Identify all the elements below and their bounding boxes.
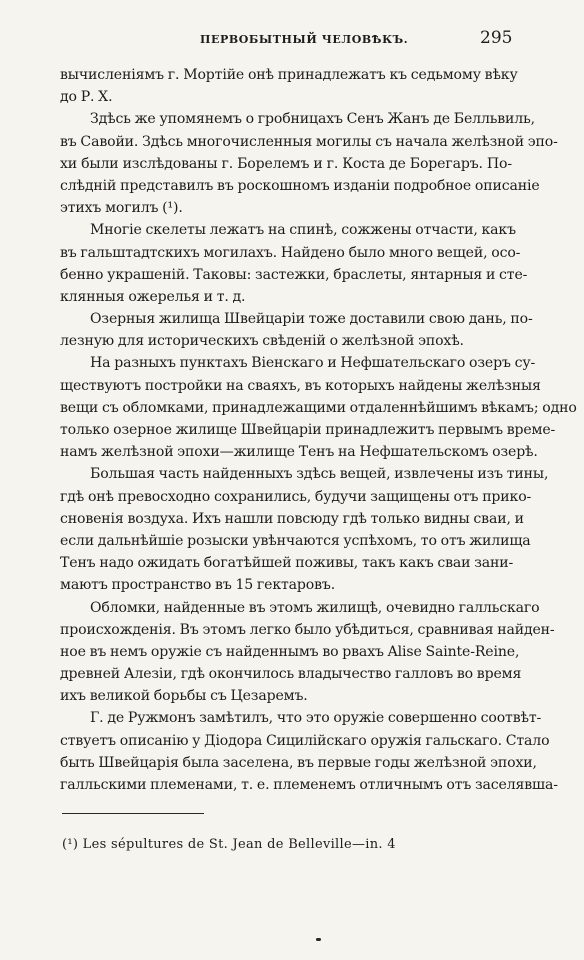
text-line: ствуетъ описанію у Діодора Сицилійскаго оружія гальскаго. Стало — [60, 732, 550, 749]
text-line: На разныхъ пунктахъ Віенскаго и Нефшательскаго озеръ су- — [90, 355, 536, 372]
text-line: вычисленіямъ г. Мортійе онѣ принадлежатъ къ седьмому вѣку — [60, 67, 518, 83]
text-line: древней Алезіи, гдѣ окончилось владычество галловъ во время — [60, 666, 522, 683]
text-line: вещи съ обломками, принадлежащими отдаленнѣйшимъ вѣкамъ; одно — [60, 399, 577, 416]
text-line: Озерныя жилища Швейцаріи тоже доставили свою дань, по- — [90, 311, 533, 328]
text-line: Обломки, найденные въ этомъ жилищѣ, очевидно галльскаго — [90, 599, 540, 616]
body-text — [60, 64, 577, 796]
page-number: 295 — [480, 28, 513, 48]
text-line: намъ желѣзной эпохи—жилище Тенъ на Нефшательскомъ озерѣ. — [60, 444, 538, 461]
footnote: (¹) Les sépultures de St. Jean de Belleville—in. 4 — [62, 837, 396, 852]
text-line: лезную для историческихъ свѣденій о желѣзной эпохѣ. — [60, 333, 464, 350]
text-line: клянныя ожерелья и т. д. — [60, 288, 246, 305]
text-line: бенно украшеній. Таковы: застежки, браслеты, янтарныя и сте- — [60, 266, 528, 283]
text-line: ное въ немъ оружіе съ найденнымъ во рвахъ Alise Sainte-Reine, — [60, 643, 520, 660]
text-line: до Р. Х. — [60, 89, 113, 106]
text-line: происхожденія. Въ этомъ легко было убѣдиться, сравнивая найден- — [60, 621, 555, 638]
text-line: въ Савойи. Здѣсь многочисленныя могилы съ начала желѣзной эпо- — [60, 133, 558, 150]
text-line: этихъ могилъ (¹). — [60, 200, 183, 217]
text-line: если дальнѣйшіе розыски увѣнчаются успѣхомъ, то отъ жилища — [60, 532, 531, 549]
text-line: галльскими племенами, т. е. племенемъ отличнымъ отъ заселявша- — [60, 777, 558, 793]
text-line: хи были изслѣдованы г. Борелемъ и г. Коста де Борегаръ. По- — [60, 155, 512, 172]
text-line: Здѣсь же упомянемъ о гробницахъ Сенъ Жанъ де Белльвиль, — [90, 111, 535, 128]
text-line: гдѣ онѣ превосходно сохранились, будучи защищены отъ прико- — [60, 488, 532, 505]
footnote-rule — [62, 813, 204, 814]
text-line: Г. де Ружмонъ замѣтилъ, что это оружіе совершенно соотвѣт- — [90, 710, 542, 727]
text-line: слѣдній представилъ въ роскошномъ изданіи подробное описаніе — [60, 177, 540, 194]
text-line: быть Швейцарія была заселена, въ первые годы желѣзной эпохи, — [60, 754, 537, 771]
text-line: ихъ великой борьбы съ Цезаремъ. — [60, 688, 308, 705]
running-title: ПЕРВОБЫТНЫЙ ЧЕЛОВѢКЪ. — [200, 33, 409, 46]
text-line: ществуютъ постройки на сваяхъ, въ которыхъ найдены желѣзныя — [60, 377, 541, 394]
text-line: Тенъ надо ожидать богатѣйшей поживы, такъ какъ сваи зани- — [60, 555, 514, 572]
text-line: Многіе скелеты лежатъ на спинѣ, сожжены отчасти, какъ — [90, 222, 516, 239]
text-line: только озерное жилище Швейцаріи принадлежитъ первымъ време- — [60, 422, 556, 438]
text-line: Большая часть найденныхъ здѣсь вещей, извлечены изъ тины, — [90, 466, 549, 483]
text-line: сновенія воздуха. Ихъ нашли повсюду гдѣ только видны сваи, и — [60, 510, 524, 527]
text-line: въ гальштадтскихъ могилахъ. Найдено было много вещей, осо- — [60, 244, 521, 261]
text-line: маютъ пространство въ 15 гектаровъ. — [60, 577, 336, 594]
printer-mark — [316, 938, 321, 941]
